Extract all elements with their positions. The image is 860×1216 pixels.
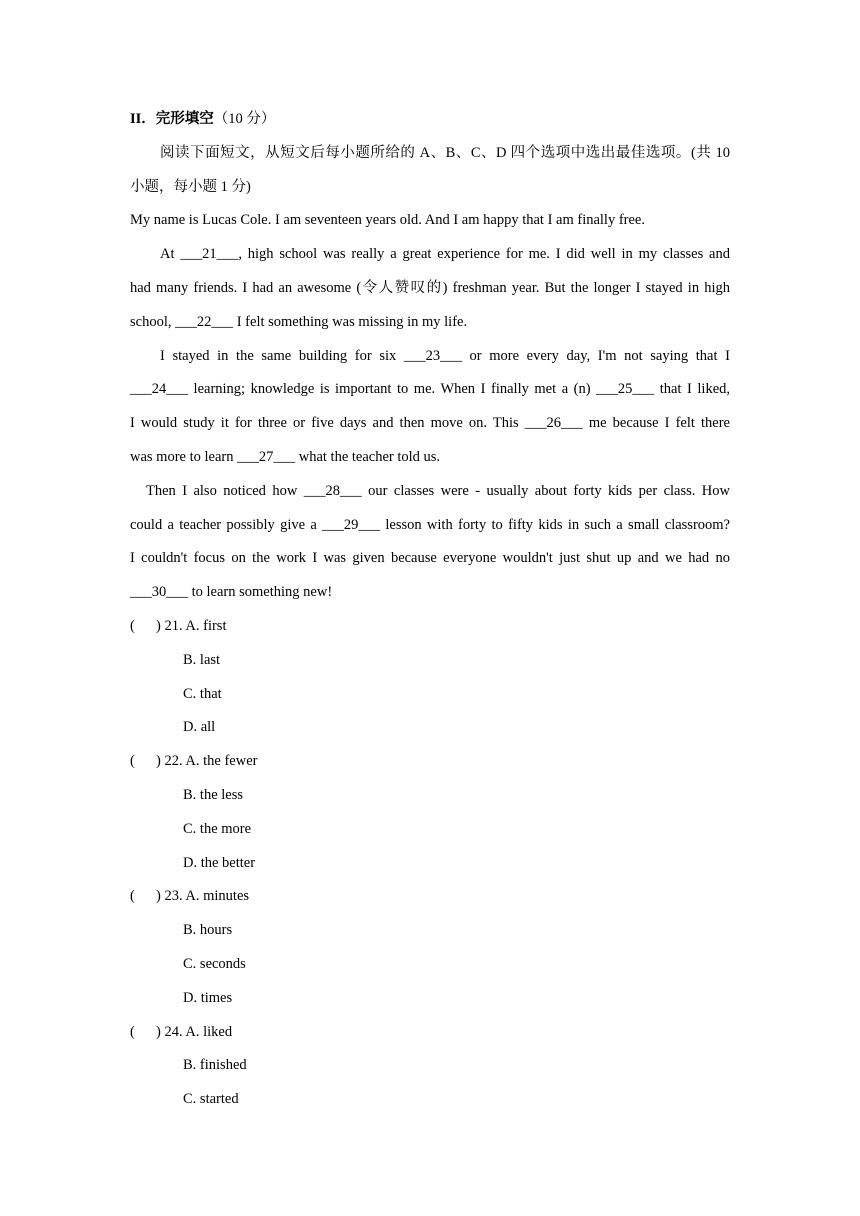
section-heading xyxy=(130,103,730,137)
question-24 xyxy=(130,1016,730,1050)
question-21-option-d: D. all xyxy=(183,719,216,736)
question-22-option-d: D. the better xyxy=(183,854,256,871)
passage-paragraph-1: My name is Lucas Cole. I am seventeen years old. And I am happy that I am finally free. xyxy=(130,212,645,229)
passage-paragraph-4-line-4: ___30___ to learn something new! xyxy=(130,584,333,601)
passage-paragraph-3-line-4: was more to learn ___27___ what the teacher told us. xyxy=(130,448,441,465)
question-stem: ) 21. A. first xyxy=(156,617,227,634)
passage-paragraph-3-line-1: I stayed in the same building for six ___23___ or more every day, I'm not saying that I xyxy=(160,347,730,364)
section-score: （10 分） xyxy=(213,111,276,127)
question-23-option-b: B. hours xyxy=(183,922,233,939)
passage-paragraph-3-line-2: ___24___ learning; knowledge is important to me. When I finally met a (n) ___25___ that I liked, xyxy=(130,381,730,398)
answer-paren: ( xyxy=(130,1023,135,1040)
question-23-option-c: C. seconds xyxy=(183,955,246,972)
passage-paragraph-4-line-2: could a teacher possibly give a ___29___ lesson with forty to fifty kids in such a small classroom? xyxy=(130,516,730,533)
instructions-line-2: 小题，每小题 1 分) xyxy=(130,178,251,195)
question-21 xyxy=(130,610,730,644)
answer-paren: ( xyxy=(130,617,135,634)
passage-paragraph-3-line-3: I would study it for three or five days and then move on. This ___26___ me because I felt there xyxy=(130,415,730,432)
question-21-option-c: C. that xyxy=(183,685,222,702)
question-24-option-c: C. started xyxy=(183,1091,239,1108)
passage-paragraph-4-line-1: Then I also noticed how ___28___ our classes were - usually about forty kids per class. How xyxy=(146,482,730,499)
question-stem: ) 23. A. minutes xyxy=(156,888,250,905)
question-22 xyxy=(130,745,730,779)
passage-paragraph-2-line-1: At ___21___, high school was really a great experience for me. I did well in my classes and xyxy=(160,246,730,263)
question-24-option-b: B. finished xyxy=(183,1057,247,1074)
section-title: II．完形填空 xyxy=(130,111,214,127)
passage-paragraph-2-line-3: school, ___22___ I felt something was missing in my life. xyxy=(130,313,468,330)
question-21-option-b: B. last xyxy=(183,651,221,668)
answer-paren: ( xyxy=(130,753,135,770)
question-22-option-c: C. the more xyxy=(183,820,252,837)
document-page xyxy=(130,103,730,1117)
question-stem: ) 24. A. liked xyxy=(156,1023,233,1040)
passage-paragraph-4-line-3: I couldn't focus on the work I was given because everyone wouldn't just shut up and we had no xyxy=(130,550,730,567)
answer-paren: ( xyxy=(130,888,135,905)
question-23-option-d: D. times xyxy=(183,989,233,1006)
instructions-line-1: 阅读下面短文，从短文后每小题所给的 A、B、C、D 四个选项中选出最佳选项。(共 10 xyxy=(160,144,730,161)
question-22-option-b: B. the less xyxy=(183,786,244,803)
question-stem: ) 22. A. the fewer xyxy=(156,753,258,770)
passage-paragraph-2-line-2: had many friends. I had an awesome (令人赞叹的) freshman year. But the longer I stayed in high xyxy=(130,279,730,296)
question-23 xyxy=(130,880,730,914)
